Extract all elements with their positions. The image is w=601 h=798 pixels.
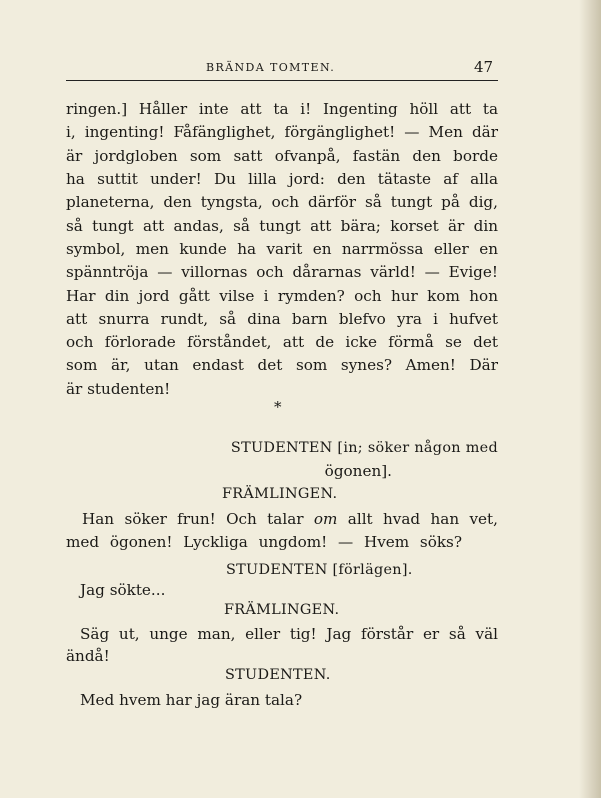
dialogue-line: ändå!: [66, 647, 110, 665]
dialogue-line: med ögonen! Lyckliga ungdom! — Hvem söks?: [66, 533, 462, 551]
body-line: så tungt att andas, så tungt att bära; korset är din: [66, 217, 498, 235]
speaker-name: FRÄMLINGEN.: [222, 486, 338, 502]
body-line: att snurra rundt, så dina barn blefvo yra i hufvet: [66, 310, 498, 328]
body-line: som är, utan endast det som synes? Amen! Där: [66, 356, 498, 374]
body-line: ringen.] Håller inte att ta i! Ingenting höll att ta: [66, 100, 498, 118]
body-line: är studenten!: [66, 380, 171, 398]
speaker-name: STUDENTEN.: [225, 667, 331, 683]
body-line: Har din jord gått vilse i rymden? och hur kom hon: [66, 287, 498, 305]
emphasis-word: om: [313, 510, 338, 528]
stage-direction: STUDENTEN [förlägen].: [226, 562, 413, 578]
dialogue-line: Säg ut, unge man, eller tig! Jag förstår er så väl: [80, 625, 498, 643]
body-line: och förlorade förståndet, att de icke förmå se det: [66, 333, 498, 351]
page-number: 47: [474, 58, 494, 76]
dialogue-line: [82, 510, 498, 528]
stage-direction: ögonen].: [324, 462, 392, 480]
speaker-name: FRÄMLINGEN.: [224, 602, 340, 618]
body-line: spänntröja — villornas och dårarnas värld! — Evige!: [66, 263, 498, 281]
section-separator: *: [274, 398, 282, 416]
body-line: planeterna, den tyngsta, och därför så tungt på dig,: [66, 193, 498, 211]
dialogue-line: Med hvem har jag äran tala?: [80, 691, 303, 709]
stage-direction: STUDENTEN [in; söker någon med: [230, 440, 498, 456]
body-line: i, ingenting! Fåfänglighet, förgänglighet! — Men där: [66, 123, 498, 141]
body-line: symbol, men kunde ha varit en narrmössa eller en: [66, 240, 498, 258]
body-line: är jordgloben som satt ofvanpå, fastän den borde: [66, 147, 498, 165]
header-rule: [66, 80, 498, 81]
dialogue-text: Han söker frun! Och talar: [82, 510, 314, 528]
dialogue-line: Jag sökte...: [80, 581, 166, 599]
page-edge-shadow: [579, 0, 601, 798]
dialogue-text: allt hvad han vet,: [337, 510, 498, 528]
running-head: BRÄNDA TOMTEN.: [206, 61, 336, 74]
body-line: ha suttit under! Du lilla jord: den tätaste af alla: [66, 170, 498, 188]
